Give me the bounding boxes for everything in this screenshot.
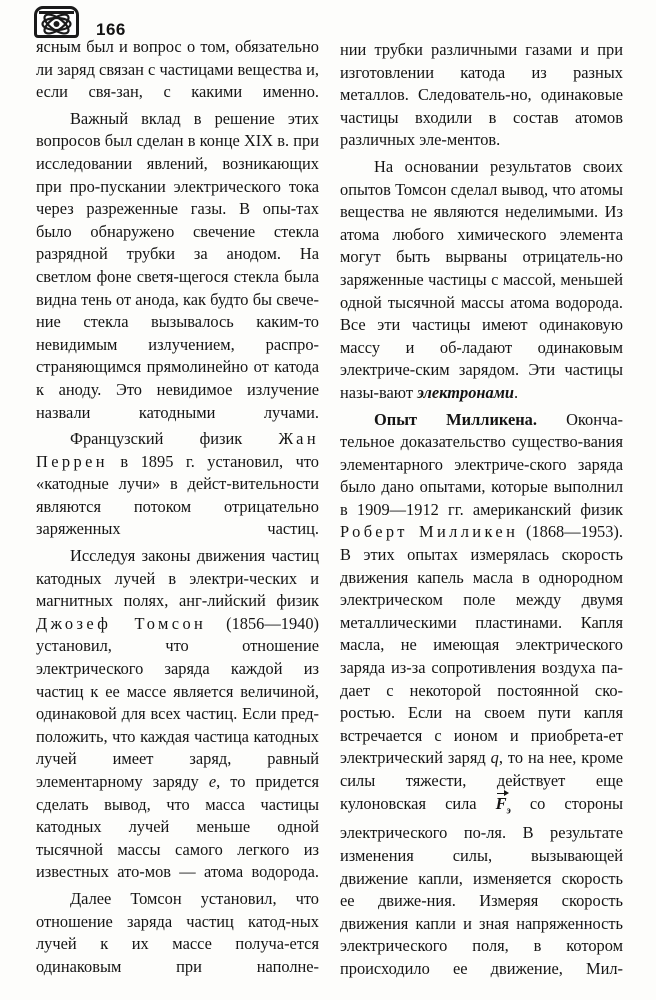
paragraph: На основании результатов своих опытов Томсон сделал вывод, что атомы вещества не являются неделимыми. Из атома любого химического элемента могут быть вырваны отрицатель-но заряженные частицы с массой, меньшей одной тысячной массы атома водорода. Все эти частицы имеют одинаковую массу и об-ладают одинаковым электриче-ским зарядом. Эти частицы назы-вают электронами. xyxy=(340,156,623,402)
person-name: Джозеф Томсон xyxy=(36,613,207,633)
paragraph: Далее Томсон установил, что отношение заряда частиц катод-ных лучей к их массе получа-ется одинаковым при наполне- xyxy=(36,888,319,976)
force-vector-symbol: $F_э$ xyxy=(495,793,511,816)
symbol-e: e xyxy=(208,772,217,791)
paragraph: Исследуя законы движения частиц катодных лучей в электри-ческих и магнитных полях, анг-лийский физик Джозеф Томсон (1856—1940) установил, что отношение электрического заряда каждой из частиц к ее массе является величиной, одинаковой для всех частиц. Если пред-положить, что каждая частица катодных лучей имеет заряд, равный элементарному заряду e, то придется сделать вывод, что масса частицы катодных лучей меньше одной тысячной массы самого легкого из известных ато-мов — атома водорода. xyxy=(36,546,319,882)
term-electrons: электронами xyxy=(417,382,515,402)
paragraph: ясным был и вопрос о том, обязательно ли заряд связан с частицами вещества и, если свя-зан, с какими именно. xyxy=(36,37,319,102)
section-heading: Опыт Милликена. xyxy=(374,409,537,429)
paragraph: Французский физик Жан Перрен в 1895 г. установил, что «катодные лучи» в дейст-вительности являются потоком отрицательно заряженных частиц. xyxy=(36,429,319,539)
page-number: 166 xyxy=(96,20,126,39)
person-name: Жан Перрен xyxy=(36,429,319,471)
paragraph: Важный вклад в решение этих вопросов был сделан в конце XIX в. при исследовании явлений, возникающих при про-пускании электрического тока через разреженные газы. В опы-тах было обнаружено свечение стекла разрядной трубки за анодом. На светлом фоне светя-щегося стекла была видна тень от анода, как будто бы свече-ние стекла вызывалось каким-то невидимым излучением, распро-страняющимся прямолинейно от катода к аноду. Это невидимое излучение назвали катодными лучами. xyxy=(36,108,319,422)
book-logo-icon xyxy=(34,6,79,38)
right-column xyxy=(340,39,623,981)
paragraph: нии трубки различными газами и при изготовлении катода из разных металлов. Следователь-но, одинаковые частицы входили в состав атомов различных эле-ментов. xyxy=(340,40,623,150)
left-column xyxy=(36,36,319,978)
person-name: Роберт Милликен xyxy=(340,522,519,542)
atom-emblem-icon xyxy=(37,9,76,35)
page-header xyxy=(34,6,334,40)
paragraph: Опыт Милликена. Оконча-тельное доказательство существо-вания элементарного электриче-ского заряда было дано опытами, которые выполнил в 1909—1912 гг. американский физик Роберт Милликен (1868—1953). В этих опытах измерялась скорость движения капель масла в однородном электрическом поле между двумя металлическими пластинами. Капля масла, не имеющая электрического заряда из-за сопротивления воздуха па-дает с некоторой постоянной ско-ростью. Если на своем пути капля встречается с ионом и приобрета-ет электрический заряд q, то на нее, кроме силы тяжести, действует еще кулоновская сила $F_э$ со стороны электрического по-ля. В результате изменения силы, вызывающей движение капли, изменяется скорость ее движе-ния. Измеряя скорость движения капли и зная напряженность электрического поля, в котором происходило ее движение, Мил- xyxy=(340,409,624,979)
symbol-q: q xyxy=(490,748,499,768)
